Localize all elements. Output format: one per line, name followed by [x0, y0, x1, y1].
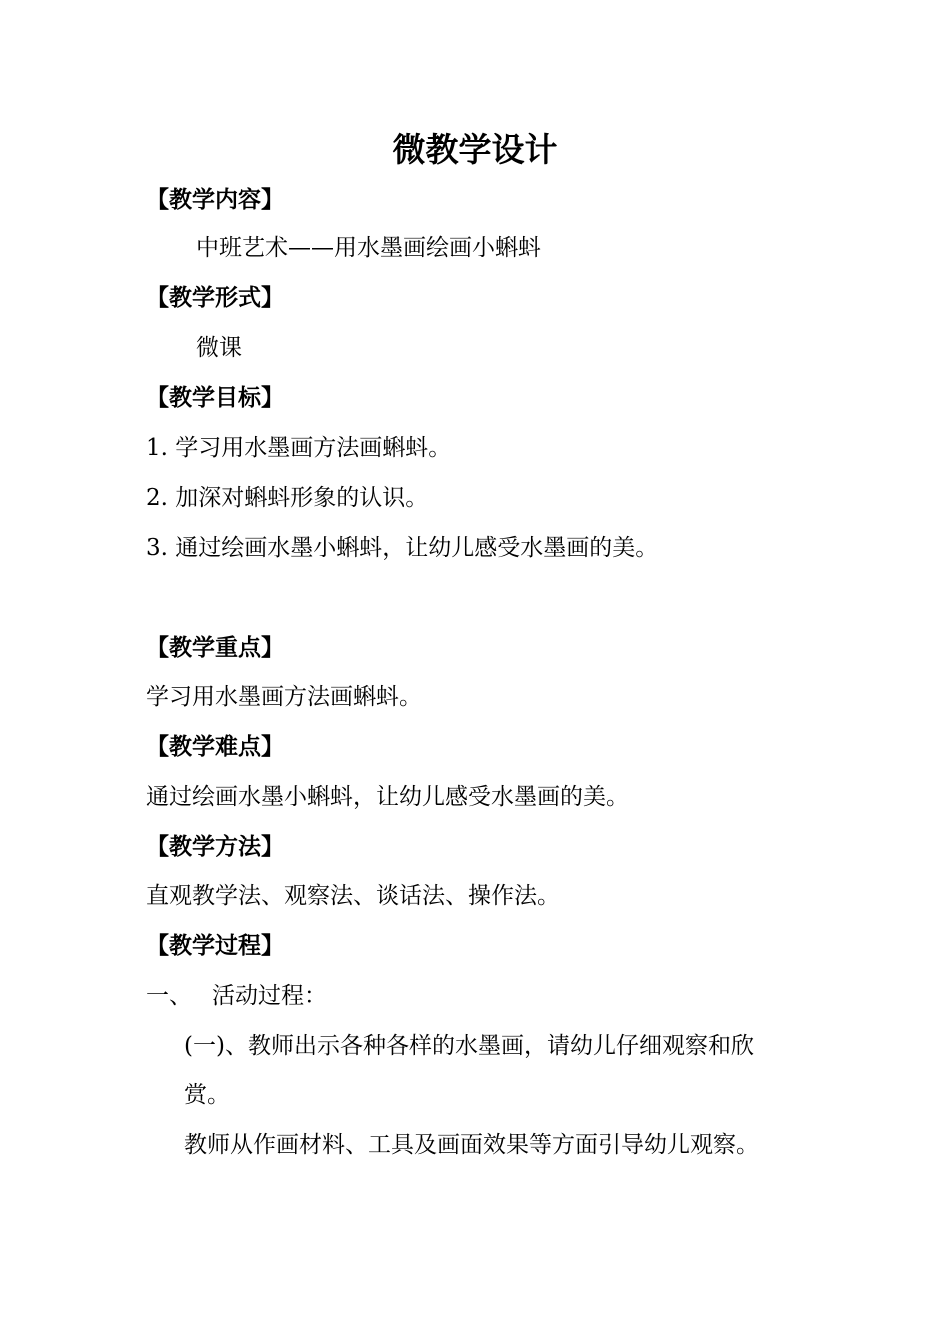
heading-goals: 【教学目标】 — [146, 385, 284, 411]
heading-key-point: 【教学重点】 — [146, 635, 284, 661]
process-step-marker: 一、 — [146, 983, 192, 1009]
process-sub-line-1: (一)、教师出示各种各样的水墨画，请幼儿仔细观察和欣 — [184, 1033, 754, 1059]
heading-method: 【教学方法】 — [146, 834, 284, 860]
form-text: 微课 — [196, 335, 242, 361]
process-step-title: 活动过程： — [212, 983, 327, 1009]
key-point-text: 学习用水墨画方法画蝌蚪。 — [146, 684, 422, 710]
difficulty-text: 通过绘画水墨小蝌蚪，让幼儿感受水墨画的美。 — [146, 784, 629, 810]
goal-item-3: 3. 通过绘画水墨小蝌蚪，让幼儿感受水墨画的美。 — [146, 535, 659, 561]
heading-content: 【教学内容】 — [146, 187, 284, 213]
method-text: 直观教学法、观察法、谈话法、操作法。 — [146, 883, 560, 909]
process-sub-line-3: 教师从作画材料、工具及画面效果等方面引导幼儿观察。 — [184, 1132, 759, 1158]
heading-form: 【教学形式】 — [146, 285, 284, 311]
goal-item-2: 2. 加深对蝌蚪形象的认识。 — [146, 485, 429, 511]
heading-process: 【教学过程】 — [146, 933, 284, 959]
goal-item-1: 1. 学习用水墨画方法画蝌蚪。 — [146, 435, 452, 461]
heading-difficulty: 【教学难点】 — [146, 734, 284, 760]
process-sub-line-2: 赏。 — [184, 1082, 230, 1108]
content-text: 中班艺术——用水墨画绘画小蝌蚪 — [196, 235, 541, 261]
page-title: 微教学设计 — [392, 130, 558, 169]
